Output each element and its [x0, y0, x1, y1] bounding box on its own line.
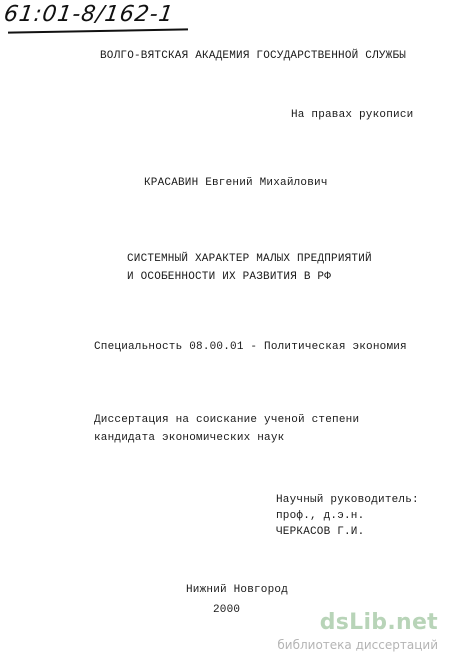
city: Нижний Новгород: [186, 584, 289, 596]
specialty: Специальность 08.00.01 - Политическая экономия: [94, 341, 407, 353]
dissertation-line-1: Диссертация на соискание ученой степени: [94, 414, 360, 426]
supervisor-label: Научный руководитель:: [276, 494, 419, 506]
dissertation-line-2: кандидата экономических наук: [94, 432, 285, 444]
handwritten-underline: [8, 28, 188, 33]
supervisor-degree: проф., д.э.н.: [276, 510, 365, 522]
year: 2000: [213, 604, 241, 616]
institution-name: ВОЛГО-ВЯТСКАЯ АКАДЕМИЯ ГОСУДАРСТВЕННОЙ СЛУЖБЫ: [100, 50, 407, 62]
watermark-subtitle: библиотека диссертаций: [277, 638, 438, 652]
supervisor-name: ЧЕРКАСОВ Г.И.: [276, 526, 365, 538]
author-name: КРАСАВИН Евгений Михайлович: [144, 177, 328, 189]
watermark: [277, 612, 438, 652]
title-line-1: СИСТЕМНЫЙ ХАРАКТЕР МАЛЫХ ПРЕДПРИЯТИЙ: [127, 253, 372, 265]
watermark-brand: dsLib.net: [319, 610, 438, 635]
handwritten-archive-number: 61:01-8/162-1: [2, 2, 176, 27]
manuscript-note: На правах рукописи: [291, 109, 414, 121]
title-line-2: И ОСОБЕННОСТИ ИХ РАЗВИТИЯ В РФ: [127, 271, 332, 283]
